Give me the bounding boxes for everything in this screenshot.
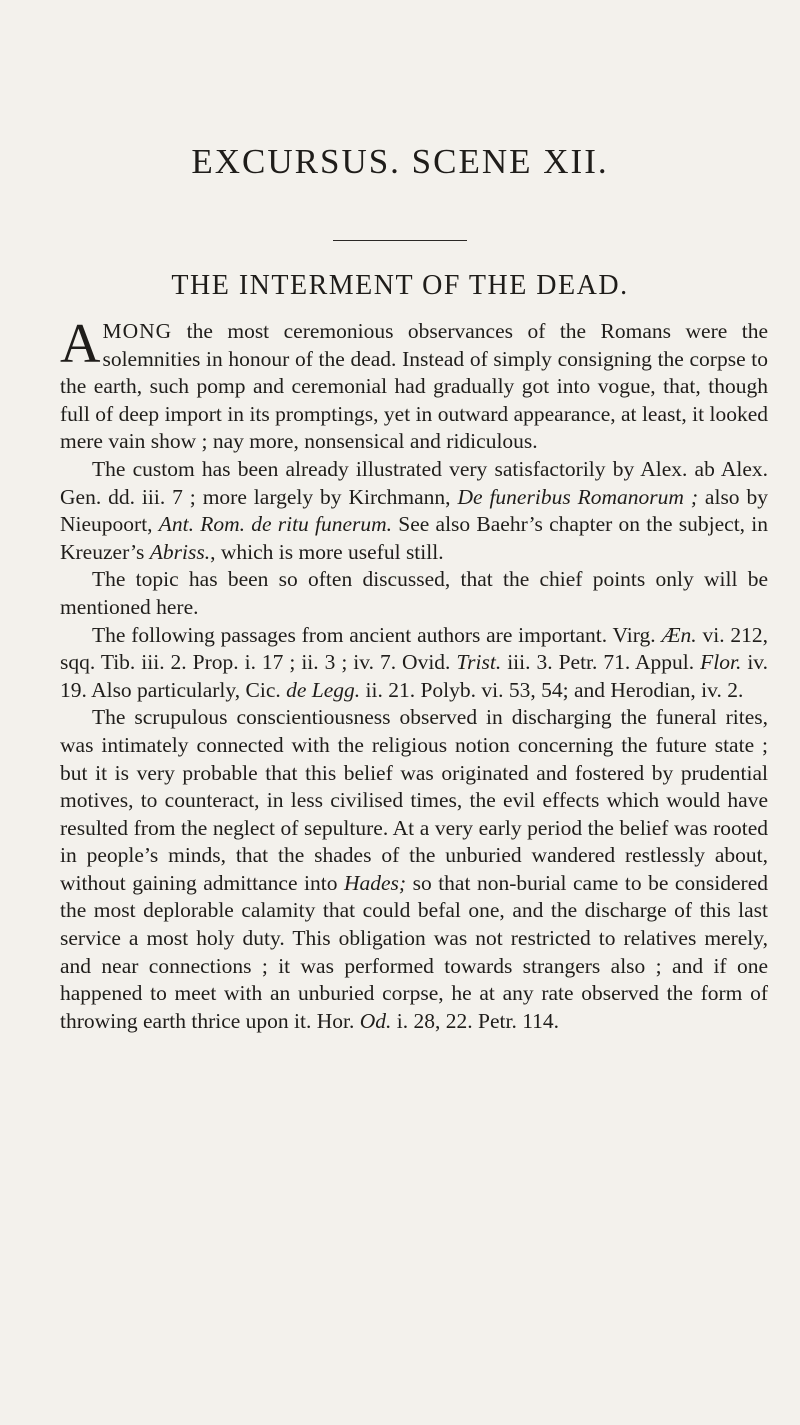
section-title: THE INTERMENT OF THE DEAD. xyxy=(171,270,629,301)
paragraph-1: AMONG the most ceremonious observances of the Romans were the solemnities in honour of the dead. Instead of simply consigning the corpse to the earth, such pomp and ceremonial had gradually got into vogue, that, though full of deep import in its promptings, yet in outward appearance, at least, it looked mere vain show ; nay more, nonsensical and ridiculous. xyxy=(60,313,768,454)
opening-smallcaps: MONG xyxy=(102,319,173,343)
paragraph-5: The scrupulous conscientiousness observed in discharging the funeral rites, was intimately connected with the religious notion concerning the future state ; but it is very probable that this belief was originated and fostered by prudential motives, to counteract, in less civilised times, the evil effects which would have resulted from the neglect of sepulture. At a very early period the belief was rooted in people’s minds, that the shades of the unburied wandered restlessly about, without gaining admittance into Hades; so that non-burial came to be considered the most deplorable calamity that could befal one, and the discharge of this last service a most holy duty. This obligation was not restricted to relatives merely, and near connections ; it was performed towards strangers also ; and if one happened to meet with an unburied corpse, he at any rate observed the form of throwing earth thrice upon it. Hor. Od. i. 28, 22. Petr. 114. xyxy=(60,705,768,1033)
running-head: EXCURSUS. SCENE XII. xyxy=(191,142,609,181)
paragraph-3: The topic has been so often discussed, that the chief points only will be mentioned here. xyxy=(60,567,768,619)
drop-cap: A xyxy=(60,313,101,375)
body-text xyxy=(60,313,769,1035)
paragraph-4: The following passages from ancient authors are important. Virg. Æn. vi. 212, sqq. Tib. iii. 2. Prop. i. 17 ; ii. 3 ; iv. 7. Ovid. Trist. iii. 3. Petr. 71. Appul. Flor. iv. 19. Also particularly, Cic. de Legg. ii. 21. Polyb. vi. 53, 54; and Herodian, iv. 2. xyxy=(60,622,769,702)
divider-rule xyxy=(333,240,467,241)
paragraph-2: The custom has been already illustrated very satisfactorily by Alex. ab Alex. Gen. dd. iii. 7 ; more largely by Kirchmann, De funeribus Romanorum ; also by Nieupoort, Ant. Rom. de ritu funerum. See also Baehr’s chapter on the subject, in Kreuzer’s Abriss., which is more useful still. xyxy=(60,456,768,564)
